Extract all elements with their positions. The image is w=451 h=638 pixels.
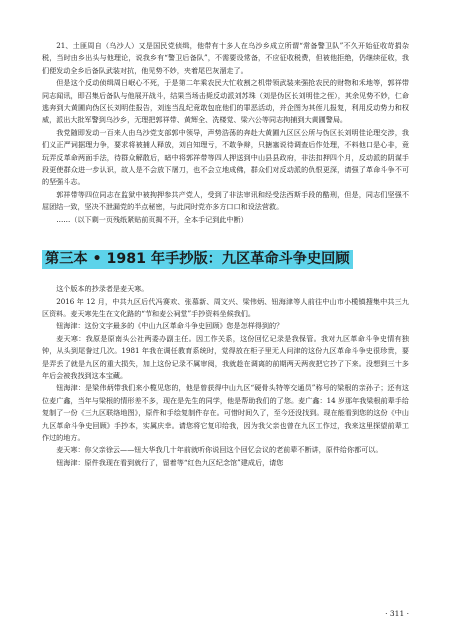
paragraph: ……（以下剩一页残纸紧贴前页揭不开，全本手记到此中断） (56, 214, 248, 224)
paragraph: 钮海津：原件我现在看到就行了，留着等“红色九区纪念馆”建成后，请您 (56, 457, 284, 467)
paragraph: 钮海津：这份文字最多的《中山九区革命斗争史回顾》您是怎样得到的？ (56, 321, 284, 331)
paragraph: 2016 年 12 月，中共九区后代冯赛欢、张慕新、周文兴、梁伟炳、钮海津等人前往中山市小榄镇搜集中共三九区资料。麦天寒先生在文化路的“节和麦公祠堂”手抄资料坐候我们。 (42, 296, 409, 318)
paragraph: 郭祥带等四位同志在监狱中被拘押参共产党人，受到了非法审讯和经受法西斯手段的酷刑，但是，同志们坚强不屈团结一致，坚决不泄漏党的半点秘密，与此同时党亦多方口口和设法营救。 (42, 189, 409, 212)
page-number: · 311 · (385, 609, 409, 618)
paragraph: 这个版本的抄录者是麦天寒。 (56, 284, 149, 294)
paragraph: 麦天寒：你父亲徐云——钮大华我几十年前就听你说回这个回忆会议的老前辈不断讲，原件给你都可以。 (56, 445, 383, 455)
section-heading: 第三本 • 1981 年手抄版：九区革命斗争史回顾 (42, 250, 353, 269)
paragraph: 21、土匪周自（乌沙人）又是国民党侦缉，他带有十多人在乌沙乡成立所谓“常备警卫队”不久开始征收苛捐杂税，当时由乡出头与他理论，说我乡有“警卫后备队”，不需要设常备，不应征收税费，但被他拒绝，仍继续征收，我们便发动全乡后备队武装对抗，他见势不妙，夹着尾巴灰溜走了。 (42, 41, 409, 75)
top-text-block (42, 40, 409, 226)
paragraph: 麦天寒：我原是原南头公社两委办副主任。因工作关系，这份回忆记录是我保管。我对九区革命斗争史情有独钟，从头到尾誊过几次。1981 年我在调任教育系统时，觉得放在柜子里无人问津的这份九区革命斗争史很珍贵，要是弄丢了就是九区的重大损失，加上这份记录不属审阅，我就趁在调离的前期两天两夜把它抄了下来。没想到三十多年后会被我找到这本宝藏。 (42, 333, 409, 380)
bottom-text-block (42, 283, 409, 469)
paragraph: 但是这个反动侦缉周日岷心不死，于是第二年乘农民大忙收割之机带领武装来强抢农民的财物和禾地等，郭祥带同志闻讯，即召集后备队与他展开战斗，结果当场击毙反动派刘苏珠（刘是伪区长刘明佳之侄），其余见势不妙，仁命逃奔到大黄圃向伪区长刘明佳报告，刘连当乱纪竟敢包庇他们的罪恶活动，并企图为其侄儿报复，利用反动势力和权威，派出大批军警到乌沙乡，无理把郭祥带、黄辉全、冼楼觉、梁六公等同志拘捕到大黄圃警局。 (42, 78, 409, 125)
paragraph: 我党随即发动一百来人由乌沙党支部郭中领导，声势浩荡的奔赴大黄圃九区区公所与伪区长刘明佳论理交涉，我们义正严词据理力争，要求将被捕人释放，刘自知理亏，不敢争辩，只搪塞说待调查后作处理，不料他口是心非，竟玩弄反革命两面手法，待群众解散后，暗中将郭祥带等四人押送到中山县县政府，非法扣押四个月，反动派的阴谋手段更使群众进一步认识，故人是不会放下屠刀，也不会立地成佛，群众们对反动派的仇恨更深，请强了革命斗争不可的坚强斗志。 (42, 127, 409, 187)
paragraph: 钮海津：是梁伟炳带我们来小榄见您的，他是曾获得中山九区“硬骨头特等交通员”称号的梁根的亲孙子；还有这位麦广鑫，当年与梁根的情形差不多，现在是先生的同学，他是帮助我们的了您。麦广鑫：14 岁那年我梁根前辈手给复制了一份《三九区联络地图》，原件和手绘复制件存在。可惜时间久了，至今还没找到。现在能看到您的这份《中山九区革命斗争史回顾》手抄本，实属庆幸。请您将它复印给我，因为我父亲也曾在九区工作过，我来这里探望前辈工作过的地方。 (42, 383, 409, 442)
section-heading-wrap (42, 226, 409, 283)
